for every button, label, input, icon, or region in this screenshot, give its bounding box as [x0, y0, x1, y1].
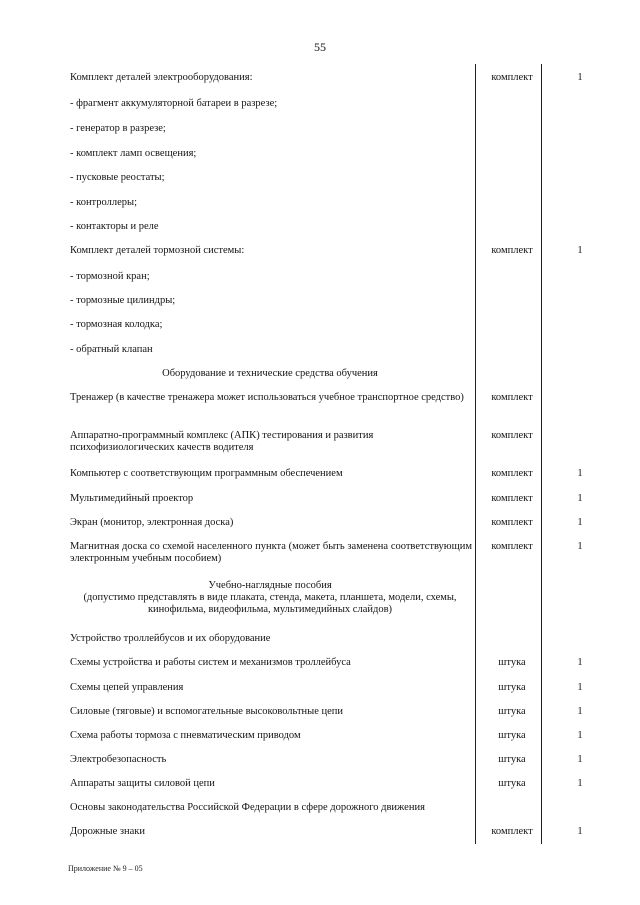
item-qty: 1: [577, 754, 583, 765]
item-name: Схемы устройства и работы систем и механизмов троллейбуса: [70, 657, 351, 668]
item-name: - генератор в разрезе;: [70, 123, 166, 134]
item-unit: комплект: [491, 468, 533, 479]
item-name: Мультимедийный проектор: [70, 493, 194, 504]
item-name: Компьютер с соответствующим программным обеспечением: [70, 468, 343, 479]
item-name: Силовые (тяговые) и вспомогательные высоковольтные цепи: [70, 706, 344, 717]
item-qty: 1: [577, 72, 583, 83]
item-name: - тормозная колодка;: [70, 319, 163, 330]
item-qty: 1: [577, 657, 583, 668]
item-name: - комплект ламп освещения;: [70, 148, 197, 159]
section-heading-equipment: Оборудование и технические средства обучения: [162, 368, 378, 379]
item-name: Аппаратно-программный комплекс (АПК) тестирования и развития психофизиологических качеств водителя: [70, 430, 374, 453]
item-name: Электробезопасность: [70, 754, 167, 765]
item-unit: комплект: [491, 72, 533, 83]
item-name: Комплект деталей электрооборудования:: [70, 72, 253, 83]
item-name: Схемы цепей управления: [70, 682, 184, 693]
item-unit: штука: [498, 682, 526, 693]
item-qty: 1: [577, 826, 583, 837]
subsection-title: Устройство троллейбусов и их оборудование: [70, 633, 271, 644]
section-heading-aids: Учебно-наглядные пособия: [208, 580, 332, 591]
item-qty: 1: [577, 706, 583, 717]
item-unit: комплект: [491, 245, 533, 256]
item-name: Аппараты защиты силовой цепи: [70, 778, 215, 789]
item-unit: штука: [498, 778, 526, 789]
item-name: - фрагмент аккумуляторной батареи в разрезе;: [70, 98, 278, 109]
item-unit: штука: [498, 730, 526, 741]
item-unit: штука: [498, 657, 526, 668]
item-unit: комплект: [491, 493, 533, 504]
item-name: - пусковые реостаты;: [70, 172, 165, 183]
item-qty: 1: [577, 541, 583, 552]
page-number: 55: [314, 40, 326, 54]
item-name: - обратный клапан: [70, 344, 153, 355]
column-divider-left: [475, 64, 476, 844]
item-qty: 1: [577, 493, 583, 504]
item-name: - контроллеры;: [70, 197, 137, 208]
item-qty: 1: [577, 468, 583, 479]
item-qty: 1: [577, 245, 583, 256]
item-name: Комплект деталей тормозной системы:: [70, 245, 245, 256]
item-unit: комплект: [491, 430, 533, 441]
subsection-title: Основы законодательства Российской Федерации в сфере дорожного движения: [70, 802, 425, 813]
footer-appendix-label: Приложение № 9 – 05: [68, 864, 143, 873]
section-note-aids: (допустимо представлять в виде плаката, стенда, макета, планшета, модели, схемы, кинофильма, видеофильма, мультимедийных слайдов): [83, 592, 457, 615]
item-name: Тренажер (в качестве тренажера может использоваться учебное транспортное средство): [70, 392, 464, 403]
item-unit: комплект: [491, 392, 533, 403]
item-name: - тормозные цилиндры;: [70, 295, 176, 306]
item-name: Дорожные знаки: [70, 826, 146, 837]
item-name: Экран (монитор, электронная доска): [70, 517, 234, 528]
item-name: Магнитная доска со схемой населенного пункта (может быть заменена соответствующим электронным учебным пособием): [70, 541, 472, 564]
item-unit: штука: [498, 706, 526, 717]
item-name: - тормозной кран;: [70, 271, 150, 282]
item-qty: 1: [577, 517, 583, 528]
item-name: Схема работы тормоза с пневматическим приводом: [70, 730, 301, 741]
item-unit: комплект: [491, 826, 533, 837]
item-qty: 1: [577, 682, 583, 693]
equipment-table: [65, 64, 605, 844]
item-qty: 1: [577, 778, 583, 789]
item-unit: комплект: [491, 541, 533, 552]
item-unit: штука: [498, 754, 526, 765]
item-unit: комплект: [491, 517, 533, 528]
column-divider-right: [541, 64, 542, 844]
item-qty: 1: [577, 730, 583, 741]
item-name: - контакторы и реле: [70, 221, 159, 232]
